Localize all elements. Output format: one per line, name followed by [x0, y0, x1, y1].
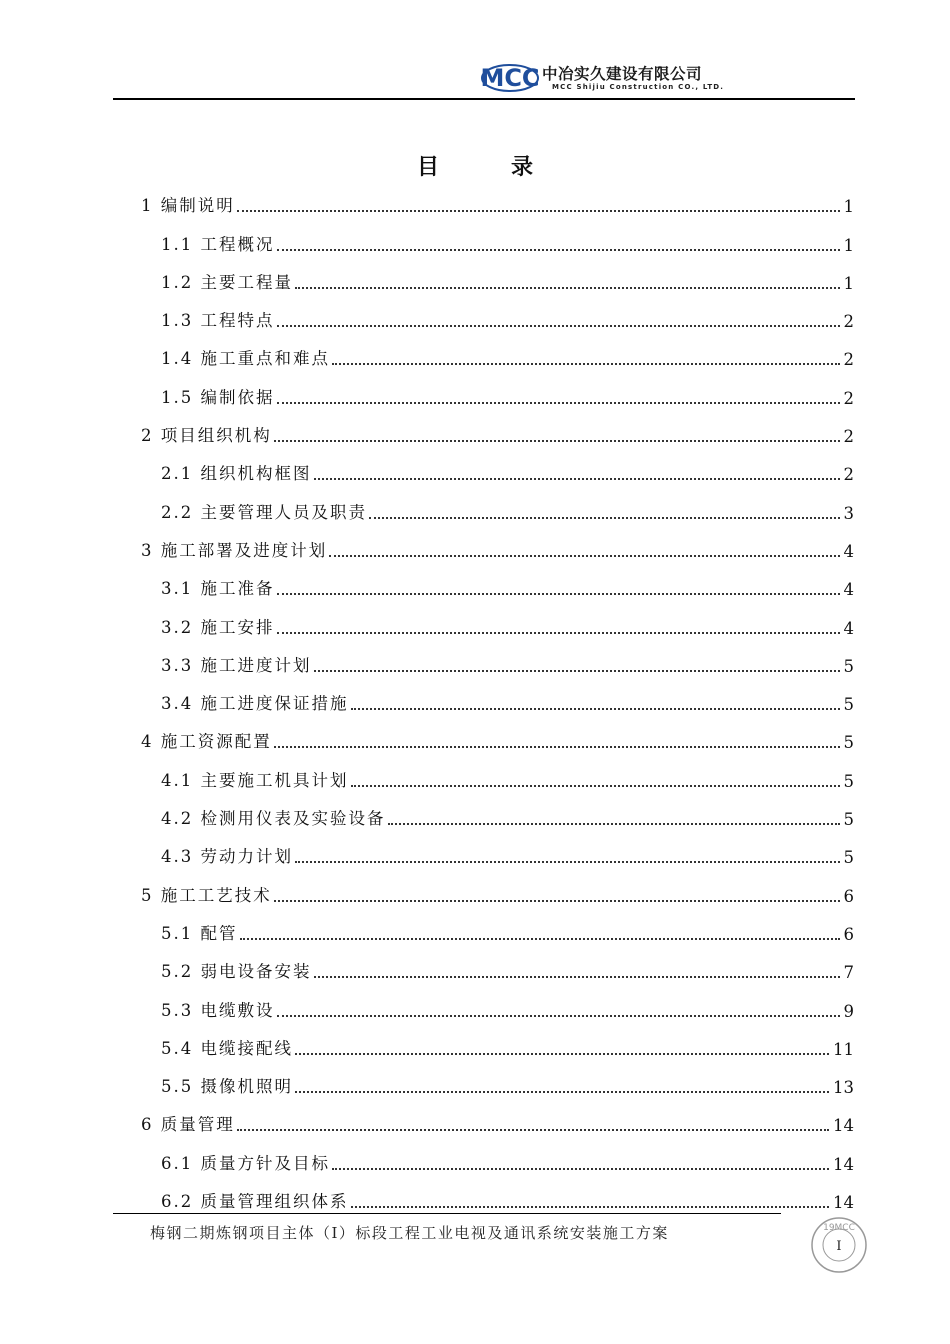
toc-entry-page: 1: [843, 197, 854, 217]
toc-entry[interactable]: [141, 613, 854, 651]
toc-entry-label: 3.3 施工进度计划: [161, 652, 312, 690]
toc-entry-page: 2: [843, 388, 854, 408]
company-name-cn: 中冶实久建设有限公司: [542, 65, 703, 83]
toc-entry[interactable]: [141, 958, 854, 996]
toc-entry-label: 3 施工部署及进度计划: [141, 537, 327, 575]
footer-document-title: 梅钢二期炼钢项目主体（I）标段工程工业电视及通讯系统安装施工方案: [150, 1224, 669, 1242]
toc-entry-label: 4.2 检测用仪表及实验设备: [161, 805, 386, 843]
toc-leader-dots: [351, 1206, 830, 1208]
toc-entry-page: 4: [843, 618, 854, 638]
toc-entry-label: 2 项目组织机构: [141, 422, 272, 460]
toc-entry[interactable]: [141, 996, 854, 1034]
toc-entry-label: 1.4 施工重点和难点: [161, 345, 330, 383]
toc-entry[interactable]: [141, 498, 854, 536]
page-number: I: [836, 1239, 842, 1254]
toc-leader-dots: [388, 823, 840, 825]
toc-entry[interactable]: [141, 1035, 854, 1073]
toc-entry-label: 4.1 主要施工机具计划: [161, 767, 349, 805]
toc-leader-dots: [369, 517, 840, 519]
toc-entry-page: 1: [843, 273, 854, 293]
toc-entry-page: 2: [843, 312, 854, 332]
toc-entry-page: 2: [843, 427, 854, 447]
toc-entry[interactable]: [141, 728, 854, 766]
toc-entry-label: 6 质量管理: [141, 1111, 235, 1149]
toc-entry-page: 6: [843, 886, 854, 906]
footer-divider: [113, 1213, 781, 1214]
toc-entry-label: 3.2 施工安排: [161, 614, 275, 652]
toc-entry-page: 6: [843, 924, 854, 944]
toc-entry-page: 11: [833, 1039, 854, 1059]
toc-leader-dots: [274, 440, 840, 442]
toc-entry[interactable]: [141, 383, 854, 421]
toc-entry-label: 5.2 弱电设备安装: [161, 958, 312, 996]
toc-entry[interactable]: [141, 1111, 854, 1149]
toc-entry-label: 3.1 施工准备: [161, 575, 275, 613]
toc-leader-dots: [329, 555, 839, 557]
toc-entry-label: 3.4 施工进度保证措施: [161, 690, 349, 728]
toc-leader-dots: [240, 938, 840, 940]
page-seal-icon: [810, 1216, 868, 1274]
toc-entry-page: 5: [843, 848, 854, 868]
toc-leader-dots: [314, 976, 840, 978]
toc-leader-dots: [314, 478, 840, 480]
toc-entry-page: 2: [843, 350, 854, 370]
toc-entry-page: 2: [843, 465, 854, 485]
toc-entry[interactable]: [141, 269, 854, 307]
toc-entry[interactable]: [141, 766, 854, 804]
toc-entry[interactable]: [141, 537, 854, 575]
toc-leader-dots: [274, 900, 840, 902]
toc-leader-dots: [277, 593, 840, 595]
logo-mark-text: MCC: [480, 64, 540, 92]
toc-entry-label: 5.5 摄像机照明: [161, 1073, 293, 1111]
toc-entry-label: 2.2 主要管理人员及职责: [161, 499, 367, 537]
mcc-logo-icon: [480, 58, 540, 94]
toc-leader-dots: [277, 632, 840, 634]
toc-entry[interactable]: [141, 460, 854, 498]
toc-entry-label: 1 编制说明: [141, 192, 235, 230]
toc-entry[interactable]: [141, 652, 854, 690]
header-divider: [113, 98, 855, 100]
toc-entry-page: 7: [843, 963, 854, 983]
toc-entry-label: 5 施工工艺技术: [141, 882, 272, 920]
toc-entry[interactable]: [141, 1149, 854, 1187]
toc-entry[interactable]: [141, 843, 854, 881]
toc-entry-label: 1.3 工程特点: [161, 307, 275, 345]
toc-entry-label: 6.1 质量方针及目标: [161, 1150, 330, 1188]
toc-entry-label: 5.4 电缆接配线: [161, 1035, 293, 1073]
toc-title: 目录: [416, 154, 605, 180]
toc-entry-page: 5: [843, 733, 854, 753]
toc-entry-page: 9: [843, 1001, 854, 1021]
toc-entry[interactable]: [141, 307, 854, 345]
toc-entry[interactable]: [141, 345, 854, 383]
toc-leader-dots: [295, 1091, 829, 1093]
toc-entry[interactable]: [141, 192, 854, 230]
toc-entry-page: 5: [843, 810, 854, 830]
toc-entry-label: 6.2 质量管理组织体系: [161, 1188, 349, 1226]
toc-entry-label: 5.3 电缆敷设: [161, 997, 275, 1035]
toc-leader-dots: [277, 249, 840, 251]
toc-entry-label: 1.5 编制依据: [161, 384, 275, 422]
toc-entry-page: 14: [833, 1193, 854, 1213]
toc-entry[interactable]: [141, 422, 854, 460]
toc-leader-dots: [351, 708, 840, 710]
toc-entry[interactable]: [141, 575, 854, 613]
toc-leader-dots: [277, 325, 840, 327]
toc-entry-page: 1: [843, 235, 854, 255]
toc-entry[interactable]: [141, 881, 854, 919]
toc-entry-label: 2.1 组织机构框图: [161, 460, 312, 498]
toc-entry[interactable]: [141, 230, 854, 268]
toc-entry[interactable]: [141, 690, 854, 728]
toc-entry-page: 4: [843, 580, 854, 600]
toc-entry-label: 1.1 工程概况: [161, 231, 275, 269]
toc-leader-dots: [314, 670, 840, 672]
company-name-en: MCC Shijiu Construction CO., LTD.: [552, 83, 725, 91]
toc-leader-dots: [237, 210, 840, 212]
toc-leader-dots: [295, 861, 840, 863]
toc-entry[interactable]: [141, 920, 854, 958]
toc-leader-dots: [277, 402, 840, 404]
toc-entry-label: 1.2 主要工程量: [161, 269, 293, 307]
toc-leader-dots: [274, 746, 840, 748]
toc-leader-dots: [332, 1168, 829, 1170]
toc-leader-dots: [295, 1053, 829, 1055]
toc-entry-page: 3: [843, 503, 854, 523]
toc-entry[interactable]: [141, 1073, 854, 1111]
seal-text: 19MCC: [823, 1223, 855, 1233]
toc-leader-dots: [277, 1015, 840, 1017]
toc-entry-label: 4.3 劳动力计划: [161, 843, 293, 881]
toc-entry-label: 5.1 配管: [161, 920, 238, 958]
toc-entry-page: 4: [843, 541, 854, 561]
toc-entry-page: 14: [833, 1116, 854, 1136]
company-logo: [480, 58, 750, 98]
toc-entry-page: 5: [843, 656, 854, 676]
toc-entry-page: 14: [833, 1154, 854, 1174]
toc-entry[interactable]: [141, 1188, 854, 1226]
toc-leader-dots: [332, 363, 840, 365]
toc-entry-label: 4 施工资源配置: [141, 728, 272, 766]
toc-entry-page: 5: [843, 771, 854, 791]
toc-entry-page: 13: [833, 1078, 854, 1098]
toc-leader-dots: [351, 785, 840, 787]
toc-entry-page: 5: [843, 695, 854, 715]
toc-leader-dots: [237, 1129, 829, 1131]
toc-leader-dots: [295, 287, 840, 289]
toc-entry[interactable]: [141, 805, 854, 843]
table-of-contents: [141, 192, 854, 1226]
